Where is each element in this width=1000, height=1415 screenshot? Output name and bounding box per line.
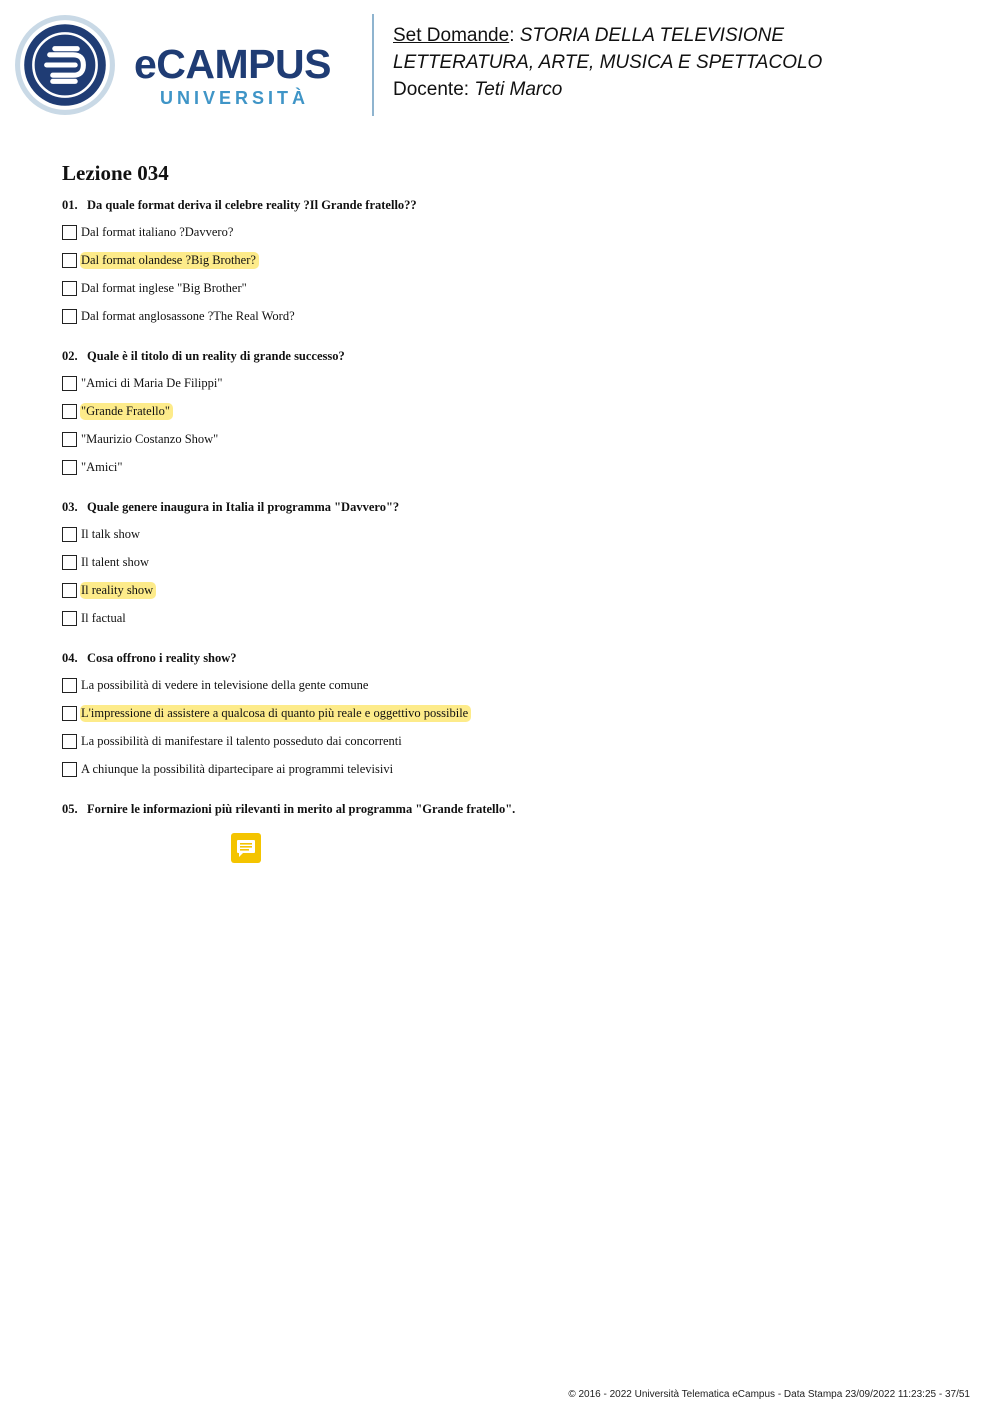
comment-note-icon[interactable]: [231, 833, 261, 863]
answer-text-highlighted: "Grande Fratello": [80, 403, 173, 420]
set-line-3: [393, 76, 983, 103]
answer-option[interactable]: [62, 553, 152, 571]
answer-option[interactable]: [62, 374, 225, 392]
answer-checkbox[interactable]: [62, 583, 77, 598]
set-label: Set Domande: [393, 25, 510, 46]
answer-text: "Amici di Maria De Filippi": [81, 375, 223, 390]
answer-option[interactable]: [62, 458, 125, 476]
answer-checkbox[interactable]: [62, 309, 77, 324]
course-title-line-1: STORIA DELLA TELEVISIONE: [519, 25, 785, 46]
course-title-line-2: LETTERATURA, ARTE, MUSICA E SPETTACOLO: [393, 52, 823, 73]
answer-option-selected[interactable]: [62, 581, 156, 599]
lesson-title: Lezione 034: [62, 161, 169, 185]
answer-checkbox[interactable]: [62, 527, 77, 542]
question-text: Quale è il titolo di un reality di grande successo?: [87, 349, 345, 363]
question-03: [62, 500, 399, 515]
answer-option[interactable]: [62, 609, 129, 627]
answer-text: Il factual: [81, 610, 126, 625]
answer-text: "Amici": [81, 459, 123, 474]
answer-text-highlighted: L'impressione di assistere a qualcosa di quanto più reale e oggettivo possibile: [80, 705, 471, 722]
brand-wordmark: [134, 42, 356, 112]
answer-checkbox[interactable]: [62, 678, 77, 693]
question-number: 01.: [62, 198, 78, 212]
question-text: Quale genere inaugura in Italia il programma "Davvero"?: [87, 500, 400, 514]
question-number: 03.: [62, 500, 78, 514]
answer-checkbox[interactable]: [62, 762, 77, 777]
answer-option[interactable]: [62, 676, 371, 694]
answer-option[interactable]: [62, 223, 236, 241]
answer-option[interactable]: [62, 307, 298, 325]
set-line-2: [393, 49, 983, 76]
page-header: [0, 0, 1000, 130]
answer-option[interactable]: [62, 760, 396, 778]
answer-option-selected[interactable]: [62, 402, 173, 420]
answer-option-selected[interactable]: [62, 704, 471, 722]
answer-option[interactable]: [62, 732, 405, 750]
answer-text: Dal format inglese "Big Brother": [81, 280, 247, 295]
answer-text: Il talk show: [81, 526, 141, 541]
question-05: [62, 802, 515, 817]
page-footer: © 2016 - 2022 Università Telematica eCampus - Data Stampa 23/09/2022 11:23:25 - 37/51: [568, 1389, 970, 1400]
answer-checkbox[interactable]: [62, 555, 77, 570]
answer-option[interactable]: [62, 430, 221, 448]
answer-checkbox[interactable]: [62, 281, 77, 296]
answer-checkbox[interactable]: [62, 460, 77, 475]
question-text: Da quale format deriva il celebre reality ?Il Grande fratello??: [87, 198, 417, 212]
question-text: Cosa offrono i reality show?: [87, 651, 237, 665]
answer-checkbox[interactable]: [62, 706, 77, 721]
question-number: 04.: [62, 651, 78, 665]
answer-text: A chiunque la possibilità dipartecipare ai programmi televisivi: [81, 761, 394, 776]
answer-checkbox[interactable]: [62, 432, 77, 447]
set-line-1: [393, 22, 983, 49]
question-01: [62, 198, 417, 213]
answer-checkbox[interactable]: [62, 611, 77, 626]
brand-name: eCAMPUS: [134, 41, 331, 87]
question-text: Fornire le informazioni più rilevanti in merito al programma "Grande fratello".: [87, 802, 516, 816]
answer-checkbox[interactable]: [62, 734, 77, 749]
answer-text: "Maurizio Costanzo Show": [81, 431, 219, 446]
set-separator: :: [509, 25, 520, 46]
answer-checkbox[interactable]: [62, 253, 77, 268]
question-04: [62, 651, 237, 666]
answer-checkbox[interactable]: [62, 404, 77, 419]
answer-text: Dal format italiano ?Davvero?: [81, 224, 234, 239]
question-number: 02.: [62, 349, 78, 363]
answer-text: La possibilità di manifestare il talento posseduto dai concorrenti: [81, 733, 402, 748]
question-02: [62, 349, 345, 364]
answer-checkbox[interactable]: [62, 225, 77, 240]
set-info: [393, 22, 983, 103]
header-divider: [372, 14, 374, 116]
answer-text: Dal format anglosassone ?The Real Word?: [81, 308, 295, 323]
teacher-name: Teti Marco: [474, 79, 563, 100]
brand-subtitle: UNIVERSITÀ: [160, 88, 310, 108]
answer-checkbox[interactable]: [62, 376, 77, 391]
answer-option-selected[interactable]: [62, 251, 259, 269]
answer-option[interactable]: [62, 279, 250, 297]
ecampus-seal-icon: [14, 14, 116, 116]
answer-text: La possibilità di vedere in televisione della gente comune: [81, 677, 369, 692]
answer-option[interactable]: [62, 525, 143, 543]
teacher-label: Docente:: [393, 79, 475, 100]
answer-text: Il talent show: [81, 554, 150, 569]
answer-text-highlighted: Dal format olandese ?Big Brother?: [80, 252, 259, 269]
question-number: 05.: [62, 802, 78, 816]
answer-text-highlighted: Il reality show: [80, 582, 156, 599]
